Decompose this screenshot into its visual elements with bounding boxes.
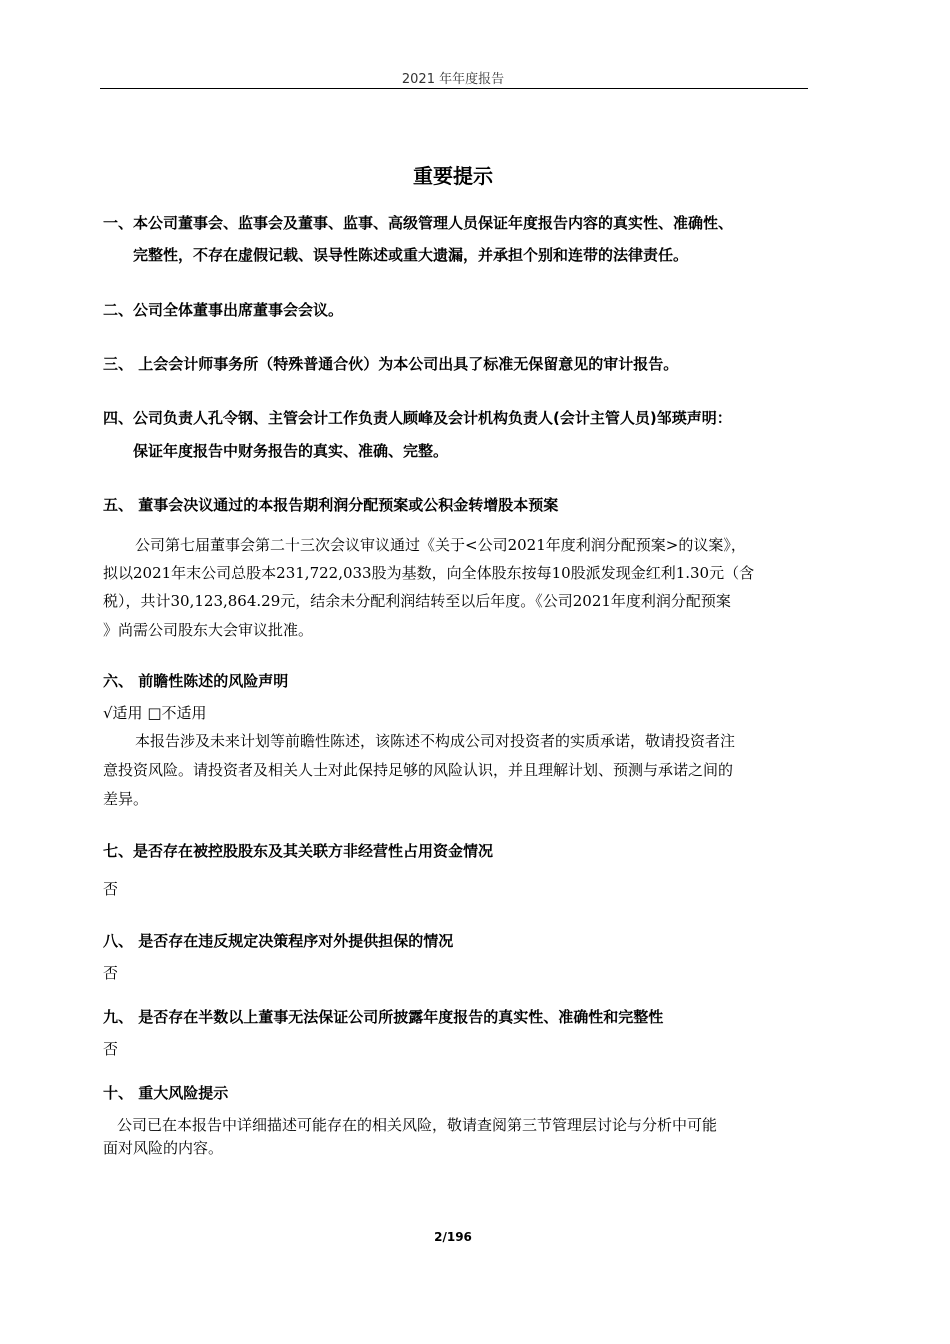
- section-1-line-2: 完整性，不存在虚假记载、误导性陈述或重大遗漏，并承担个别和连带的法律责任。: [133, 246, 689, 264]
- section-3: 三、 上会会计师事务所（特殊普通合伙）为本公司出具了标准无保留意见的审计报告。: [103, 355, 679, 373]
- section-5-para-line-3: 税），共计30,123,864.29元，结余未分配利润结转至以后年度。《公司2021年度利润分配预案: [103, 592, 731, 610]
- section-10-para-line-1: 公司已在本报告中详细描述可能存在的相关风险，敬请查阅第三节管理层讨论与分析中可能: [117, 1116, 718, 1134]
- section-9-answer: 否: [103, 1040, 119, 1058]
- section-1-line-1: 一、本公司董事会、监事会及董事、监事、高级管理人员保证年度报告内容的真实性、准确性、: [103, 214, 734, 232]
- section-5-heading: 五、 董事会决议通过的本报告期利润分配预案或公积金转增股本预案: [103, 496, 559, 514]
- section-6-para-line-3: 差异。: [103, 790, 149, 808]
- section-6-para-line-1: 本报告涉及未来计划等前瞻性陈述，该陈述不构成公司对投资者的实质承诺，敬请投资者注: [135, 732, 736, 750]
- section-6-heading: 六、 前瞻性陈述的风险声明: [103, 672, 289, 690]
- running-header: 2021 年年度报告: [401, 72, 505, 87]
- section-5-para-line-2: 拟以2021年末公司总股本231,722,033股为基数，向全体股东按每10股派发现金红利1.30元（含: [103, 564, 755, 582]
- page-number: 2/196: [434, 1230, 472, 1244]
- section-2: 二、公司全体董事出席董事会会议。: [103, 301, 344, 319]
- section-4-line-2: 保证年度报告中财务报告的真实、准确、完整。: [133, 442, 449, 460]
- section-8-heading: 八、 是否存在违反规定决策程序对外提供担保的情况: [103, 932, 454, 950]
- section-4-line-1: 四、公司负责人孔令钢、主管会计工作负责人顾峰及会计机构负责人(会计主管人员)邹瑛声明：: [103, 409, 732, 427]
- section-6-para-line-2: 意投资风险。请投资者及相关人士对此保持足够的风险认识，并且理解计划、预测与承诺之间的: [103, 761, 734, 779]
- header-rule: [100, 88, 808, 89]
- section-9-heading: 九、 是否存在半数以上董事无法保证公司所披露年度报告的真实性、准确性和完整性: [103, 1008, 664, 1026]
- section-5-para-line-1: 公司第七届董事会第二十三次会议审议通过《关于<公司2021年度利润分配预案>的议案》，: [135, 536, 746, 554]
- section-7-heading: 七、是否存在被控股股东及其关联方非经营性占用资金情况: [103, 842, 494, 860]
- section-7-answer: 否: [103, 880, 119, 898]
- section-10-para-line-2: 面对风险的内容。: [103, 1139, 224, 1157]
- applicability-options: √适用 □不适用: [103, 704, 207, 722]
- section-8-answer: 否: [103, 964, 119, 982]
- section-5-para-line-4: 》尚需公司股东大会审议批准。: [103, 621, 314, 639]
- section-10-heading: 十、 重大风险提示: [103, 1084, 229, 1102]
- page-title: 重要提示: [413, 164, 493, 188]
